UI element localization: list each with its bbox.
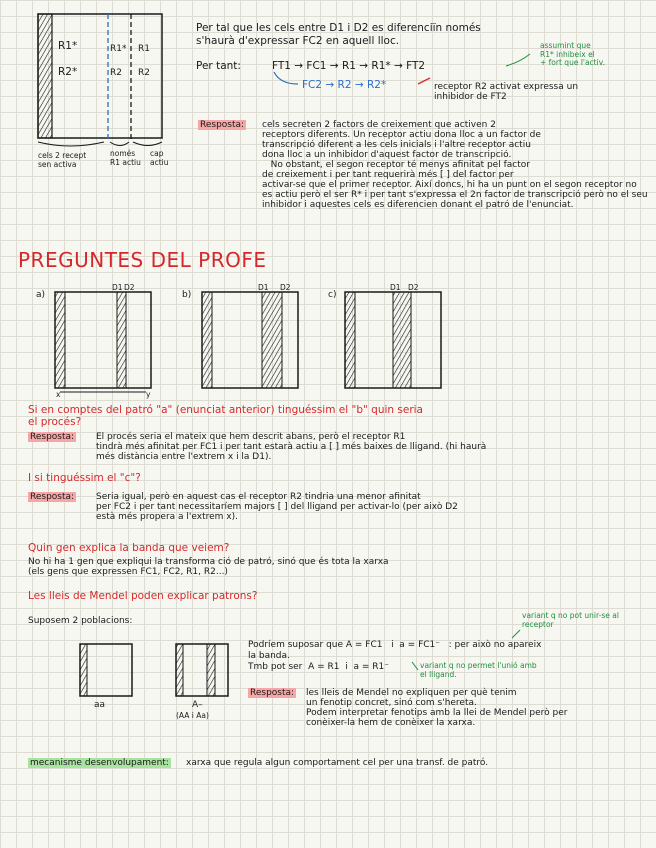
r2-b-label: R2 [110, 68, 122, 78]
intro-line-1: Per tal que les cels entre D1 i D2 es diferenciïn només [196, 22, 481, 34]
suposem-resposta-text: les lleis de Mendel no expliquen per què tenim un fenotip concret, sinó com s'hereta. Podem interpretar fenotips amb la llei de Mendel però per conèixer-la hem de conèixer la xarxa. [306, 688, 568, 728]
question-3-answer: No hi ha 1 gen que expliqui la transforma ció de patró, sinó que és tota la xarxa (els gens que expressen FC1, FC2, R1, R2...) [28, 557, 389, 577]
section-title: PREGUNTES DEL PROFE [18, 248, 267, 272]
r1-star-b-label: R1* [110, 44, 127, 54]
aa-label: aa [94, 700, 106, 710]
a-dash-label: A– [192, 700, 203, 710]
population-aa-diagram [80, 644, 132, 696]
suposem-resposta-label [248, 688, 296, 698]
question-1: Si en comptes del patró "a" (enunciat anterior) tinguéssim el "b" quin seria el procés? [28, 404, 423, 428]
label-two-receptors: cels 2 recept sen activa [38, 151, 87, 169]
suposem-resp-label: Resposta: [250, 688, 295, 698]
diagram-c-label: c) [328, 290, 337, 300]
r1-star-label: R1* [58, 40, 78, 52]
label-none-active: cap actiu [150, 149, 169, 167]
question-2-label: Resposta: [30, 492, 75, 502]
diagram-b-d1: D1 [258, 283, 269, 292]
population-A-diagram [176, 644, 228, 696]
pathway-row-2: FC2 → R2 → R2* [302, 79, 387, 91]
answer-1-text: cels secreten 2 factors de creixement que activen 2 receptors diferents. Un receptor actiu dona lloc a un factor de transcripció diferent a les cels inicials i l'altre receptor actiu dona lloc a un inhibidor d'aquest factor de transcripció. No obstant, el segon receptor té menys afinitat pel factor de creixement i per tant requerirà més [ ] del factor per activar-se que el primer receptor. Així doncs, hi ha un punt on el segon receptor no es actiu però el ser R* i per tant s'expressa el 2n factor de transcripció però no el seu inhibidor i aquestes cels es diferencien donant el patró de l'enunciat. [262, 120, 648, 210]
per-tant-label: Per tant: [196, 60, 241, 72]
suposem-line-3: Tmb pot ser A = R1 i a = R1⁻ [248, 662, 389, 672]
question-1-label: Resposta: [30, 432, 75, 442]
assumption-note: assumint que R1* inhibeix el + fort que l'activ. [540, 41, 605, 67]
pathway-row-1: FT1 → FC1 → R1 → R1* → FT2 [272, 60, 426, 72]
answer-1 [30, 120, 246, 130]
question-2-answer-label [28, 492, 76, 502]
suposem-label: Suposem 2 poblacions: [28, 616, 133, 626]
diagram-c-d1: D1 [390, 283, 401, 292]
extreme-x-label: x [56, 390, 61, 399]
diagram-c-d2: D2 [408, 283, 419, 292]
diagram-c [345, 292, 441, 388]
question-3: Quin gen explica la banda que veiem? [28, 542, 230, 554]
variant-note-2: variant q no permet l'unió amb el lligand. [420, 661, 537, 679]
question-1-answer-label [28, 432, 76, 442]
mecanisme-label-wrap [28, 758, 171, 768]
diagram-a [55, 292, 151, 392]
label-only-r1: només R1 actiu [110, 149, 141, 167]
answer-1-label: Resposta: [200, 120, 245, 130]
receptor-r2-note: receptor R2 activat expressa un inhibidor de FT2 [434, 82, 579, 102]
extreme-y-label: y [146, 390, 151, 399]
r2-label: R2 [138, 68, 150, 78]
diagram-b-label: b) [182, 290, 192, 300]
diagram-a-d2: D2 [124, 283, 135, 292]
question-2: I si tinguéssim el "c"? [28, 472, 141, 484]
suposem-line-1: Podríem suposar que A = FC1 i a = FC1⁻ : per això no apareix [248, 640, 542, 650]
suposem-line-2: la banda. [248, 651, 290, 661]
intro-line-2: s'haurà d'expressar FC2 en aquell lloc. [196, 35, 400, 47]
r1-label: R1 [138, 44, 150, 54]
diagram-a-label: a) [36, 290, 46, 300]
question-2-answer: Seria igual, però en aquest cas el receptor R2 tindria una menor afinitat per FC2 i per tant necessitaríem majors [ ] del lligand per activar-lo (per això D2 està més propera a l'extrem x). [96, 492, 458, 522]
diagram-b-d2: D2 [280, 283, 291, 292]
question-4: Les lleis de Mendel poden explicar patrons? [28, 590, 258, 602]
variant-note-1: variant q no pot unir-se al receptor [522, 611, 619, 629]
question-1-answer: El procés seria el mateix que hem descrit abans, però el receptor R1 tindrà més afinitat per FC1 i per tant estarà actiu a [ ] més baixes de lligand. (hi haurà més distància entre l'extrem x i la D1). [96, 432, 487, 462]
r2-star-label: R2* [58, 66, 78, 78]
mecanisme-text: xarxa que regula algun comportament cel per una transf. de patró. [186, 758, 489, 768]
diagram-a-d1: D1 [112, 283, 123, 292]
a-sub-label: (AA i Aa) [176, 711, 209, 720]
mecanisme-label: mecanisme desenvolupament: [30, 758, 169, 768]
diagram-b [202, 292, 298, 388]
